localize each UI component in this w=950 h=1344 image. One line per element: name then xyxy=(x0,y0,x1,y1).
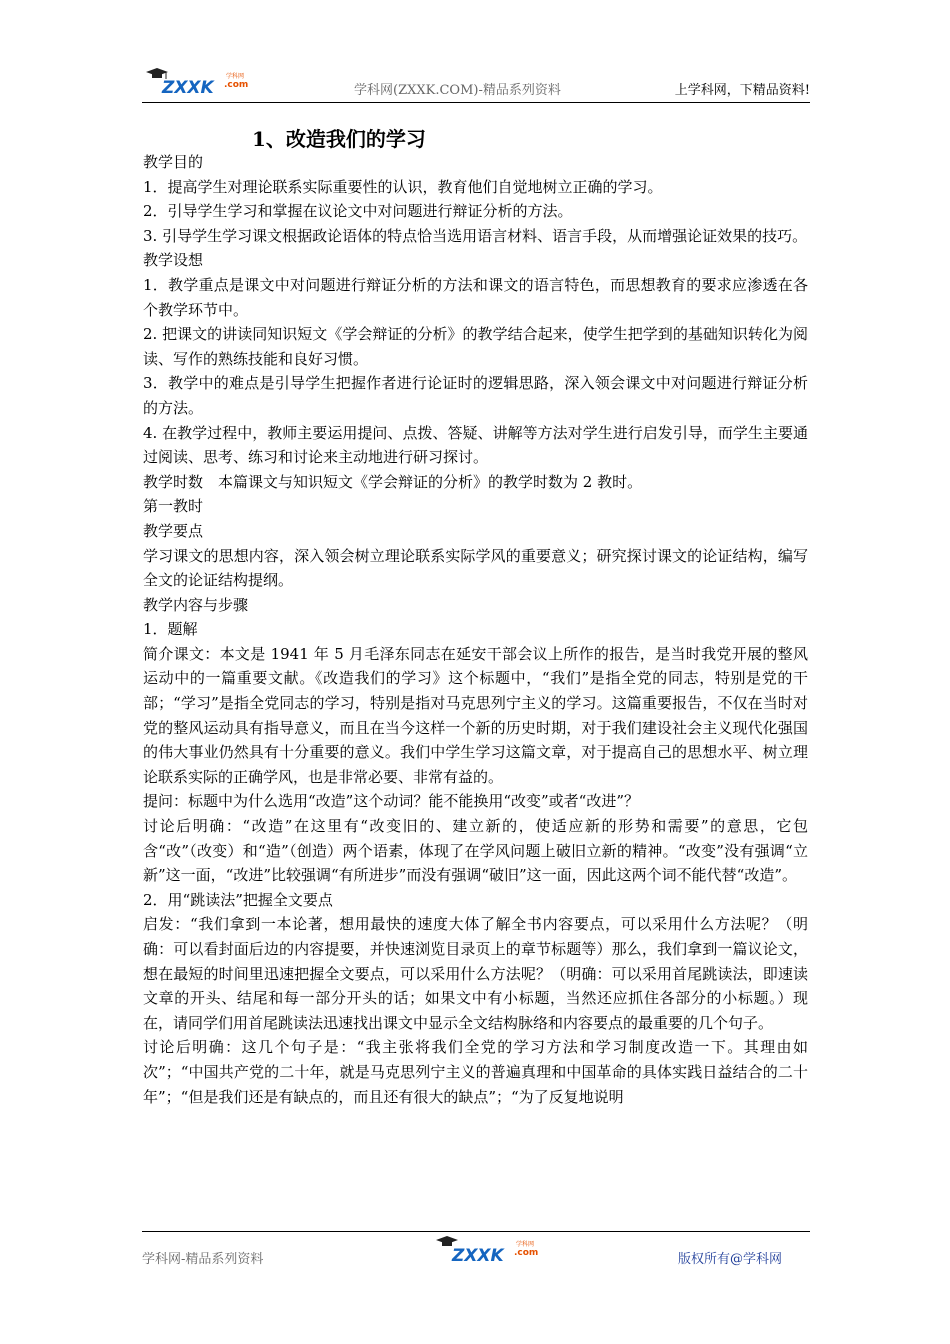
document-title: 1、改造我们的学习 xyxy=(252,127,426,151)
plan-item-1: 1．教学重点是课文中对问题进行辩证分析的方法和课文的语言特色，而思想教育的要求应渗透在各个教学环节中。 xyxy=(143,275,808,319)
heading-first-lesson: 第一教时 xyxy=(143,497,204,516)
heading-content-steps: 教学内容与步骤 xyxy=(143,595,249,614)
footer-logo-tagline: 学科网 xyxy=(516,1241,535,1248)
discussion-conclusion-paragraph: 讨论后明确：这几个句子是：“我主张将我们全党的学习方法和学习制度改造一下。其理由如次”；“中国共产党的二十年，就是马克思列宁主义的普遍真理和中国革命的具体实践日益结合的二十年”；“但是我们还是有缺点的，而且还有很大的缺点”；“为了反复地说明 xyxy=(143,1038,808,1106)
goal-item-3: 3. 引导学生学习课文根据政论语体的特点恰当选用语言材料、语言手段，从而增强论证效果的技巧。 xyxy=(143,226,808,245)
goal-item-2: 2．引导学生学习和掌握在议论文中对问题进行辩证分析的方法。 xyxy=(143,202,573,221)
step-1-heading: 1．题解 xyxy=(143,620,198,639)
inspiration-paragraph: 启发：“我们拿到一本论著，想用最快的速度大体了解全书内容要点，可以采用什么方法呢？（明确：可以看封面后边的内容提要，并快速浏览目录页上的章节标题等）那么，我们拿到一篇议论文，想在最短的时间里迅速把握全文要点，可以采用什么方法呢？（明确：可以采用首尾跳读法，即速读文章的开头、结尾和每一部分开头的话；如果文中有小标题，当然还应抓住各部分的小标题。）现在，请同学们用首尾跳读法迅速找出课文中显示全文结构脉络和内容要点的最重要的几个句子。 xyxy=(143,915,808,1032)
question-paragraph: 提问：标题中为什么选用“改造”这个动词？能不能换用“改变”或者“改进”？ xyxy=(143,792,640,811)
logo-suffix: .com xyxy=(224,80,249,90)
zxxk-logo xyxy=(142,68,249,100)
heading-key-points: 教学要点 xyxy=(143,521,204,540)
teaching-hours: 教学时数 本篇课文与知识短文《学会辩证的分析》的教学时数为 2 教时。 xyxy=(143,472,643,491)
header-site-name: 学科网(ZXXK.COM)-精品系列资料 xyxy=(354,83,561,98)
plan-item-4: 4. 在教学过程中，教师主要运用提问、点拨、答疑、讲解等方法对学生进行启发引导，而学生主要通过阅读、思考、练习和讨论来主动地进行研习探讨。 xyxy=(143,423,808,467)
document-body xyxy=(143,150,808,1109)
header-slogan: 上学科网，下精品资料! xyxy=(674,83,810,98)
footer-copyright-link[interactable]: 版权所有@学科网 xyxy=(677,1252,782,1267)
footer-site-name: 学科网-精品系列资料 xyxy=(142,1252,264,1267)
step-2-heading: 2．用“跳读法”把握全文要点 xyxy=(143,890,333,909)
heading-teaching-goals: 教学目的 xyxy=(143,153,204,171)
footer-logo-text: ZXXK xyxy=(452,1246,504,1266)
page-footer xyxy=(142,1231,810,1272)
goal-item-1: 1．提高学生对理论联系实际重要性的认识，教育他们自觉地树立正确的学习。 xyxy=(143,177,663,196)
plan-item-2: 2. 把课文的讲读同知识短文《学会辩证的分析》的教学结合起来，使学生把学到的基础知识转化为阅读、写作的熟练技能和良好习惯。 xyxy=(143,325,808,368)
logo-text: ZXXK xyxy=(162,78,214,98)
discussion-paragraph: 讨论后明确：“改造”在这里有“改变旧的、建立新的，使适应新的形势和需要”的意思，它包含“改”（改变）和“造”（创造）两个语素，体现了在学风问题上破旧立新的精神。“改变”没有强调“立新”这一面，“改进”比较强调“有所进步”而没有强调“破旧”这一面，因此这两个词不能代替“改造”。 xyxy=(143,817,808,885)
intro-paragraph: 简介课文：本文是 1941 年 5 月毛泽东同志在延安干部会议上所作的报告，是当时我党开展的整风运动中的一篇重要文献。《改造我们的学习》这个标题中，“我们”是指全党的同志，特别是党的干部；“学习”是指全党同志的学习，特别是指对马克思列宁主义的学习。这篇重要报告，不仅在当时对党的整风运动具有指导意义，而且在当今这样一个新的历史时期，对于我们建设社会主义现代化强国的伟大事业仍然具有十分重要的意义。我们中学生学习这篇文章，对于提高自己的思想水平、树立理论联系实际的正确学风，也是非常必要、非常有益的。 xyxy=(143,644,808,786)
plan-item-3: 3．教学中的难点是引导学生把握作者进行论证时的逻辑思路，深入领会课文中对问题进行辩证分析的方法。 xyxy=(143,374,808,417)
key-points-text: 学习课文的思想内容，深入领会树立理论联系实际学风的重要意义；研究探讨课文的论证结构，编写全文的论证结构提纲。 xyxy=(143,546,808,590)
heading-teaching-plan: 教学设想 xyxy=(143,251,204,270)
page-header xyxy=(142,68,810,103)
footer-logo-suffix: .com xyxy=(514,1248,539,1258)
footer-zxxk-logo xyxy=(432,1236,539,1268)
logo-tagline: 学科网 xyxy=(226,73,245,80)
